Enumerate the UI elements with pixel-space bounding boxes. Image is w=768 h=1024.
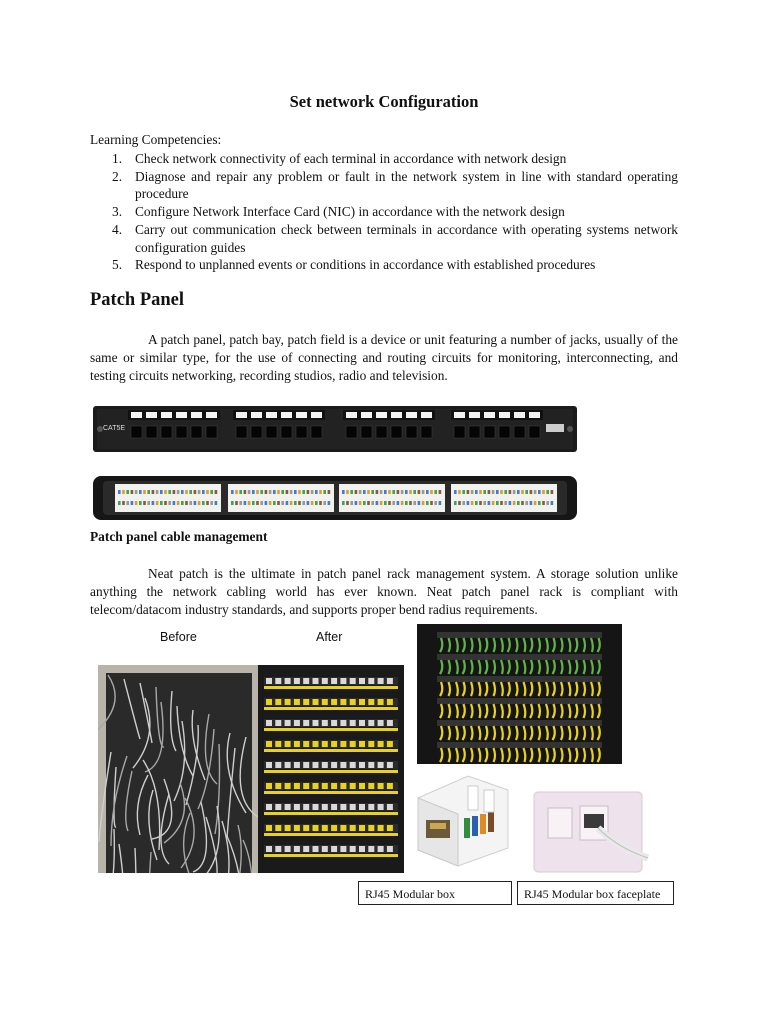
patch-panel-paragraph: A patch panel, patch bay, patch field is a device or unit featuring a number of jacks, usually of the same or similar type, for the use of connecting and routing circuits for monitoring, interconnecting, and testing circuits networking, recording studios, radio and television.	[90, 332, 678, 383]
page-title: Set network Configuration	[289, 92, 479, 111]
competencies-list	[90, 150, 678, 274]
rj45-faceplate-photo	[528, 788, 652, 878]
patch-panel-heading: Patch Panel	[90, 290, 185, 310]
faceplate-caption: RJ45 Modular box faceplate	[517, 881, 674, 905]
list-item: 2. Diagnose and repair any problem or fault in the network system in line with standard operating procedure	[112, 168, 678, 202]
list-item: 3. Configure Network Interface Card (NIC) in accordance with the network design	[112, 204, 565, 220]
panel-label: CAT5E	[103, 425, 126, 432]
after-label: After	[316, 630, 343, 644]
modular-box-caption: RJ45 Modular box	[358, 881, 512, 905]
before-label: Before	[160, 630, 197, 644]
patch-panel-photo-rear	[93, 473, 577, 523]
list-item: 5. Respond to unplanned events or conditions in accordance with established procedures	[112, 257, 596, 273]
cable-management-paragraph: Neat patch is the ultimate in patch panel rack management system. A storage solution unlike anything the network cabling world has ever known. Neat patch panel rack is compliant with telecom/datacom industry standards, and supports proper bend radius requirements.	[90, 566, 678, 617]
rack-cables-photo	[417, 624, 622, 764]
list-item: 1. Check network connectivity of each terminal in accordance with network design	[112, 151, 567, 166]
competencies-label: Learning Competencies:	[90, 132, 222, 147]
rj45-modular-box-photo	[408, 768, 526, 868]
before-after-photo	[98, 625, 404, 873]
list-item: 4. Carry out communication check between terminals in accordance with operating systems network configuration guides	[112, 221, 678, 255]
patch-panel-photo-black	[93, 402, 577, 456]
cable-management-heading: Patch panel cable management	[90, 529, 268, 544]
